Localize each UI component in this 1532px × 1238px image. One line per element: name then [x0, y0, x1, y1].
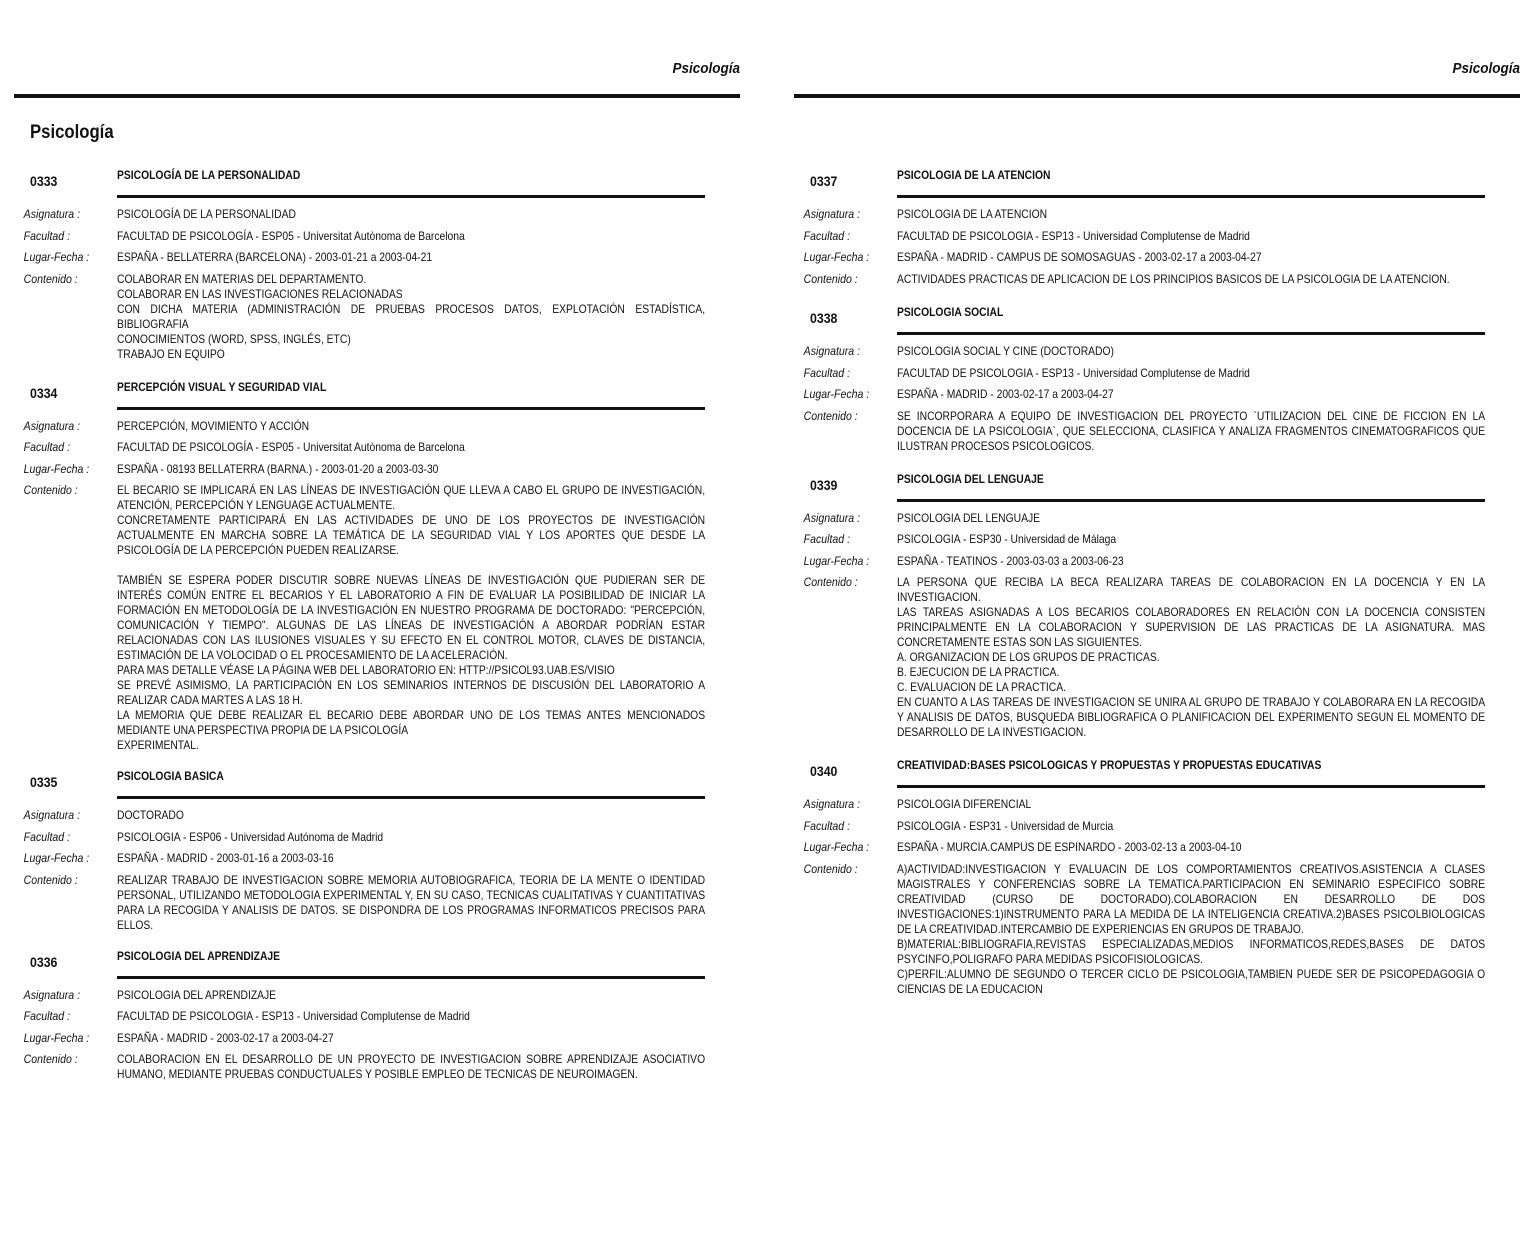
- facultad-value: FACULTAD DE PSICOLOGÍA - ESP05 - Universitat Autònoma de Barcelona: [117, 228, 465, 243]
- facultad-label: Facultad :: [803, 228, 851, 243]
- entry-number: 0339: [810, 476, 838, 493]
- entry-0336: [14, 949, 740, 1083]
- entry-title: PSICOLOGÍA DE LA PERSONALIDAD: [117, 168, 301, 182]
- entry-title: CREATIVIDAD:BASES PSICOLOGICAS Y PROPUESTAS Y PROPUESTAS EDUCATIVAS: [897, 758, 1322, 772]
- lugar-fecha-label: Lugar-Fecha :: [23, 1030, 90, 1045]
- asignatura-label: Asignatura :: [23, 987, 81, 1002]
- facultad-value: FACULTAD DE PSICOLOGIA - ESP13 - Universidad Complutense de Madrid: [897, 228, 1250, 243]
- contenido-value: ACTIVIDADES PRACTICAS DE APLICACION DE LOS PRINCIPIOS BASICOS DE LA PSICOLOGIA DE LA ATENCION.: [897, 271, 1450, 286]
- contenido-label: Contenido :: [23, 271, 78, 286]
- entry-rule: [117, 796, 705, 799]
- lugar-fecha-label: Lugar-Fecha :: [23, 250, 90, 264]
- entry-0337: [794, 168, 1520, 287]
- facultad-value: PSICOLOGIA - ESP30 - Universidad de Málaga: [897, 532, 1117, 546]
- asignatura-value: PERCEPCIÓN, MOVIMIENTO Y ACCIÓN: [117, 418, 310, 433]
- entry-0333: [14, 168, 740, 362]
- running-head: Psicología: [672, 60, 740, 77]
- facultad-label: Facultad :: [803, 365, 851, 380]
- asignatura-value: PSICOLOGIA DE LA ATENCION: [897, 207, 1048, 221]
- section-title: Psicología: [30, 122, 114, 143]
- entry-rule: [117, 976, 705, 979]
- facultad-label: Facultad :: [23, 440, 71, 454]
- contenido-label: Contenido :: [23, 1052, 78, 1066]
- entries-list: [14, 168, 740, 1082]
- lugar-fecha-label: Lugar-Fecha :: [23, 851, 90, 865]
- asignatura-label: Asignatura :: [803, 797, 861, 811]
- facultad-value: FACULTAD DE PSICOLOGÍA - ESP05 - Universitat Autònoma de Barcelona: [117, 440, 465, 454]
- entry-number: 0336: [30, 953, 58, 970]
- entry-number: 0338: [810, 310, 838, 326]
- lugar-fecha-value: ESPAÑA - MADRID - 2003-02-17 a 2003-04-27: [117, 1030, 334, 1045]
- contenido-value: COLABORACION EN EL DESARROLLO DE UN PROYECTO DE INVESTIGACION SOBRE APRENDIZAJE ASOCIATIVO HUMANO, MEDIANTE PRUEBAS CONDUCTUALES Y POSIBLE EMPLEO DE TECNICAS DE NEUROIMAGEN.: [117, 1052, 706, 1081]
- lugar-fecha-value: ESPAÑA - TEATINOS - 2003-03-03 a 2003-06-23: [897, 553, 1124, 568]
- right-page: [794, 0, 1520, 1238]
- contenido-label: Contenido :: [803, 575, 858, 589]
- contenido-value: EL BECARIO SE IMPLICARÁ EN LAS LÍNEAS DE INVESTIGACIÓN QUE LLEVA A CABO EL GRUPO DE INVESTIGACIÓN, ATENCIÓN, PERCEPCIÓN Y LENGUAGE ACTUALMENTE. CONCRETAMENTE PARTICIPARÁ EN LAS ACTIVIDADES DE UNO DE LOS PROYECTOS DE INVESTIGACIÓN ACTUALMENTE EN MARCHA SOBRE LA TEMÁTICA DE LA SEGURIDAD VIAL Y LOS APORTES QUE DESDE LA PSICOLOGÍA DE LA PERCEPCIÓN PUEDEN REALIZARSE. TAMBIÉN SE ESPERA PODER DISCUTIR SOBRE NUEVAS LÍNEAS DE INVESTIGACIÓN QUE PUDIERAN SER DE INTERÉS COMÚN ENTRE EL BECARIOS Y EL LABORATORIO A FIN DE EVALUAR LA POSIBILIDAD DE INICIAR LA FORMACIÓN EN METODOLOGÍA DE LA INVESTIGACIÓN EN NUESTRO PROGRAMA DE DOCTORADO: "PERCEPCIÓN, COMUNICACIÓN Y TIEMPO". ALGUNAS DE LAS LÍNEAS DE INVESTIGACIÓN A ABORDAR PODRÍAN ESTAR RELACIONADAS CON LAS ILUSIONES VISUALES Y SU EFECTO EN EL CONTROL MOTOR, CLAVES DE DISTANCIA, ESTIMACIÓN DE LA VOLOCIDAD O EL PROCESAMIENTO DE LA ACELERACIÓN. PARA MAS DETALLE VÉASE LA PÁGINA WEB DEL LABORATORIO EN: HTTP://PSICOL93.UAB.ES/VISIO SE PREVÉ ASIMISMO, LA PARTICIPACIÓN EN LOS SEMINARIOS INTERNOS DE DISCUSIÓN DEL LABORATORIO A REALIZAR CADA MARTES A LAS 18 H. LA MEMORIA QUE DEBE REALIZAR EL BECARIO DEBE ABORDAR UNO DE LOS TEMAS ANTES MENCIONADOS MEDIANTE UNA PERSPECTIVA PROPIA DE LA PSICOLOGÍA EXPERIMENTAL.: [117, 483, 706, 752]
- asignatura-value: PSICOLOGIA DEL LENGUAJE: [897, 510, 1041, 525]
- asignatura-label: Asignatura :: [23, 808, 81, 822]
- entries-list: [794, 168, 1520, 997]
- facultad-label: Facultad :: [23, 228, 71, 243]
- entry-rule: [897, 332, 1485, 335]
- entry-title: PERCEPCIÓN VISUAL Y SEGURIDAD VIAL: [117, 379, 327, 394]
- contenido-value: SE INCORPORARA A EQUIPO DE INVESTIGACION DEL PROYECTO `UTILIZACION DEL CINE DE FICCION EN LA DOCENCIA DE LA PSICOLOGIA`, QUE SELECCIONA, CLASIFICA Y ANALIZA FRAGMENTOS CINEMATOGRAFICOS QUE ILUSTRAN PROCESOS PSICOLOGICOS.: [897, 408, 1486, 453]
- lugar-fecha-value: ESPAÑA - MADRID - 2003-02-17 a 2003-04-27: [897, 387, 1114, 401]
- entry-number: 0335: [30, 774, 58, 790]
- facultad-value: PSICOLOGIA - ESP06 - Universidad Autónoma de Madrid: [117, 829, 384, 844]
- entry-number: 0334: [30, 384, 58, 401]
- entry-0339: [794, 472, 1520, 741]
- contenido-value: COLABORAR EN MATERIAS DEL DEPARTAMENTO. COLABORAR EN LAS INVESTIGACIONES RELACIONADAS CON DICHA MATERIA (ADMINISTRACIÓN DE PRUEBAS PROCESOS DATOS, EXPLOTACIÓN ESTADÍSTICA, BIBLIOGRAFIA CONOCIMIENTOS (WORD, SPSS, INGLÉS, ETC) TRABAJO EN EQUIPO: [117, 271, 706, 361]
- contenido-value: A)ACTIVIDAD:INVESTIGACION Y EVALUACIN DE LOS COMPORTAMIENTOS CREATIVOS.ASISTENCIA A CLASES MAGISTRALES Y CONFERENCIAS SOBRE LA TEMATICA.PARTICIPACION EN SEMINARIO ESPECIFICO SOBRE CREATIVIDAD (CURSO DE DOCTORADO).COLABORACION EN DESARROLLO DE DOS INVESTIGACIONES:1)INSTRUMENTO PARA LA MEDIDA DE LA INTELIGENCIA CREATIVA.2)BASES PSICOLBIOLOGICAS DE LA CREATIVIDAD.INTERCAMBIO DE EXPERIENCIAS EN GRUPOS DE TRABAJO. B)MATERIAL:BIBLIOGRAFIA,REVISTAS ESPECIALIZADAS,MEDIOS INFORMATICOS,REDES,BASES DE DATOS PSYCINFO,POLIGRAFO PARA MEDIDAS PSICOFISIOLOGICAS. C)PERFIL:ALUMNO DE SEGUNDO O TERCER CICLO DE PSICOLOGIA,TAMBIEN PUEDE SER DE PSICOPEDAGOGIA O CIENCIAS DE LA EDUCACION: [897, 861, 1486, 996]
- asignatura-value: PSICOLOGÍA DE LA PERSONALIDAD: [117, 207, 296, 221]
- asignatura-label: Asignatura :: [803, 344, 861, 358]
- lugar-fecha-value: ESPAÑA - MURCIA.CAMPUS DE ESPINARDO - 2003-02-13 a 2003-04-10: [897, 840, 1242, 854]
- entry-title: PSICOLOGIA DEL APRENDIZAJE: [117, 948, 281, 963]
- header-rule: [14, 94, 740, 98]
- entry-number: 0340: [810, 763, 838, 779]
- entry-title: PSICOLOGIA BASICA: [117, 769, 224, 783]
- header-rule: [794, 94, 1520, 98]
- lugar-fecha-label: Lugar-Fecha :: [803, 840, 870, 854]
- entry-title: PSICOLOGIA DE LA ATENCION: [897, 168, 1051, 182]
- entry-0338: [794, 305, 1520, 454]
- left-page: [14, 0, 740, 1238]
- entry-number: 0333: [30, 173, 58, 189]
- facultad-label: Facultad :: [23, 1009, 71, 1023]
- entry-number: 0337: [810, 173, 838, 189]
- facultad-value: FACULTAD DE PSICOLOGIA - ESP13 - Universidad Complutense de Madrid: [897, 365, 1250, 380]
- contenido-label: Contenido :: [23, 483, 78, 497]
- entry-rule: [897, 499, 1485, 502]
- asignatura-label: Asignatura :: [23, 207, 81, 221]
- lugar-fecha-value: ESPAÑA - MADRID - CAMPUS DE SOMOSAGUAS - 2003-02-17 a 2003-04-27: [897, 250, 1262, 264]
- asignatura-label: Asignatura :: [23, 418, 81, 433]
- entry-0340: [794, 758, 1520, 997]
- lugar-fecha-label: Lugar-Fecha :: [803, 387, 870, 401]
- entry-rule: [117, 195, 705, 198]
- contenido-label: Contenido :: [803, 271, 858, 286]
- asignatura-value: PSICOLOGIA SOCIAL Y CINE (DOCTORADO): [897, 344, 1114, 358]
- asignatura-value: PSICOLOGIA DEL APRENDIZAJE: [117, 987, 277, 1002]
- contenido-value: LA PERSONA QUE RECIBA LA BECA REALIZARA TAREAS DE COLABORACION EN LA DOCENCIA Y EN LA INVESTIGACION. LAS TAREAS ASIGNADAS A LOS BECARIOS COLABORADORES EN RELACIÓN CON LA DOCENCIA CONSISTEN PRINCIPALMENTE EN LA COLABORACION Y SUPERVISION DE LAS PRACTICAS DE LA ASIGNATURA. MAS CONCRETAMENTE ESTAS SON LAS SIGUIENTES. A. ORGANIZACION DE LOS GRUPOS DE PRACTICAS. B. EJECUCION DE LA PRACTICA. C. EVALUACION DE LA PRACTICA. EN CUANTO A LAS TAREAS DE INVESTIGACION SE UNIRA AL GRUPO DE TRABAJO Y COLABORARA EN LA RECOGIDA Y ANALISIS DE DATOS, BUSQUEDA BIBLIOGRAFICA O PLANIFICACION DEL EXPERIMENTO SEGUN EL MOMENTO DE DESARROLLO DE LA INVESTIGACION.: [897, 575, 1486, 739]
- entry-rule: [897, 195, 1485, 198]
- facultad-value: PSICOLOGIA - ESP31 - Universidad de Murcia: [897, 818, 1114, 833]
- asignatura-label: Asignatura :: [803, 207, 861, 221]
- entry-title: PSICOLOGIA SOCIAL: [897, 305, 1004, 319]
- lugar-fecha-label: Lugar-Fecha :: [23, 461, 90, 476]
- running-head: Psicología: [1452, 60, 1520, 77]
- facultad-label: Facultad :: [803, 532, 851, 546]
- facultad-label: Facultad :: [23, 829, 71, 844]
- lugar-fecha-value: ESPAÑA - 08193 BELLATERRA (BARNA.) - 2003-01-20 a 2003-03-30: [117, 461, 439, 476]
- facultad-value: FACULTAD DE PSICOLOGIA - ESP13 - Universidad Complutense de Madrid: [117, 1009, 470, 1023]
- asignatura-value: PSICOLOGIA DIFERENCIAL: [897, 797, 1032, 811]
- lugar-fecha-label: Lugar-Fecha :: [803, 250, 870, 264]
- entry-0335: [14, 769, 740, 933]
- contenido-value: REALIZAR TRABAJO DE INVESTIGACION SOBRE MEMORIA AUTOBIOGRAFICA, TEORIA DE LA MENTE O IDENTIDAD PERSONAL, UTILIZANDO METODOLOGIA EXPERIMENTAL Y, EN SU CASO, TECNICAS CUALITATIVAS Y CUANTITATIVAS PARA LA RECOGIDA Y ANALISIS DE DATOS. SE DISPONDRA DE LOS PROGRAMAS INFORMATICOS PRECISOS PARA ELLOS.: [117, 872, 706, 932]
- entry-rule: [117, 407, 705, 410]
- entry-0334: [14, 380, 740, 754]
- lugar-fecha-value: ESPAÑA - BELLATERRA (BARCELONA) - 2003-01-21 a 2003-04-21: [117, 250, 433, 264]
- contenido-label: Contenido :: [803, 861, 858, 876]
- asignatura-label: Asignatura :: [803, 510, 861, 525]
- asignatura-value: DOCTORADO: [117, 808, 184, 822]
- entry-rule: [897, 785, 1485, 788]
- lugar-fecha-label: Lugar-Fecha :: [803, 553, 870, 568]
- contenido-label: Contenido :: [803, 408, 858, 423]
- facultad-label: Facultad :: [803, 818, 851, 833]
- contenido-label: Contenido :: [23, 872, 78, 887]
- entry-title: PSICOLOGIA DEL LENGUAJE: [897, 471, 1044, 486]
- lugar-fecha-value: ESPAÑA - MADRID - 2003-01-16 a 2003-03-16: [117, 851, 334, 865]
